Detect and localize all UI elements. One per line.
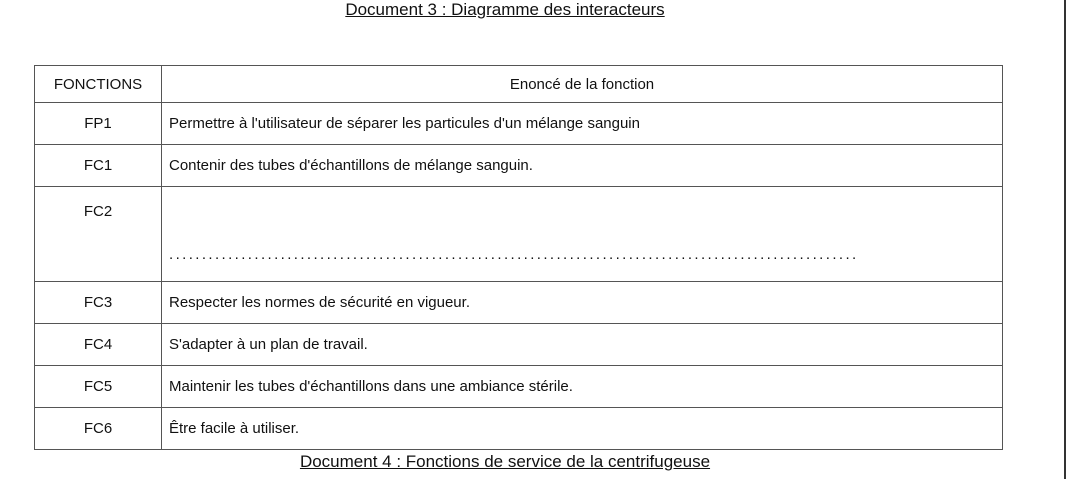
function-statement: S'adapter à un plan de travail. <box>162 324 1003 366</box>
table-row <box>35 366 1003 408</box>
document-4-title: Document 4 : Fonctions de service de la centrifugeuse <box>299 452 711 471</box>
function-statement: Respecter les normes de sécurité en vigueur. <box>162 282 1003 324</box>
function-code: FC5 <box>35 366 162 408</box>
function-code: FP1 <box>35 103 162 145</box>
fill-in-dotted-line: ......................................................................................................... <box>169 245 859 263</box>
function-code: FC3 <box>35 282 162 324</box>
table-row <box>35 408 1003 450</box>
header-statement: Enoncé de la fonction <box>162 66 1003 103</box>
function-statement-blank[interactable] <box>162 187 1003 282</box>
function-code: FC1 <box>35 145 162 187</box>
table-row <box>35 103 1003 145</box>
function-code: FC4 <box>35 324 162 366</box>
function-statement: Maintenir les tubes d'échantillons dans une ambiance stérile. <box>162 366 1003 408</box>
function-statement: Permettre à l'utilisateur de séparer les particules d'un mélange sanguin <box>162 103 1003 145</box>
table-row <box>35 145 1003 187</box>
table-header-row <box>35 66 1003 103</box>
service-functions-table <box>34 65 1003 450</box>
header-functions: FONCTIONS <box>35 66 162 103</box>
table-row <box>35 282 1003 324</box>
table-row <box>35 324 1003 366</box>
function-code: FC2 <box>35 187 162 282</box>
document-3-title: Document 3 : Diagramme des interacteurs <box>345 0 665 19</box>
table-row <box>35 187 1003 282</box>
function-statement: Être facile à utiliser. <box>162 408 1003 450</box>
function-statement: Contenir des tubes d'échantillons de mélange sanguin. <box>162 145 1003 187</box>
function-code: FC6 <box>35 408 162 450</box>
